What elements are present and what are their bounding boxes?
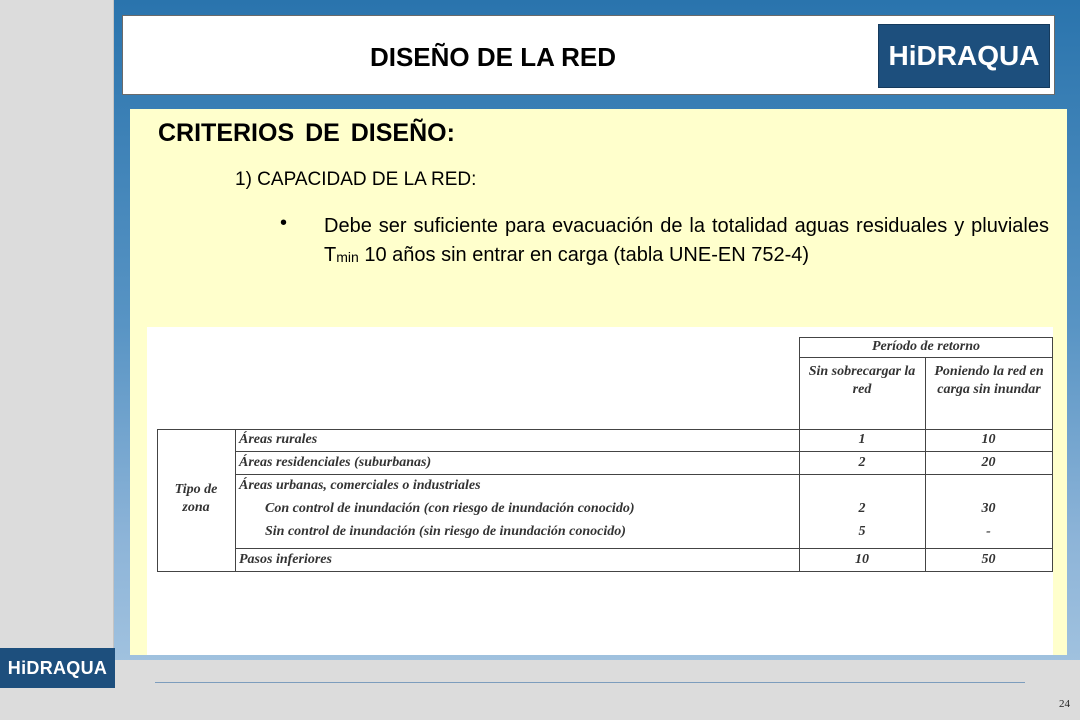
title-box	[122, 15, 1055, 95]
footer-band	[0, 660, 1080, 720]
left-sidebar-strip	[0, 0, 114, 720]
row-label-rural: Áreas rurales	[239, 432, 318, 447]
row-value-underpasses-2: 50	[981, 552, 996, 567]
row-group-label: Tipo de zona	[174, 482, 218, 515]
col-header-2: Poniendo la red en carga sin inundar	[934, 364, 1044, 397]
table-line	[157, 429, 1053, 430]
slide-title: DISEÑO DE LA RED	[369, 42, 617, 72]
group-header: Período de retorno	[871, 339, 981, 354]
section-heading: CRITERIOS DE DISEÑO:	[158, 119, 455, 147]
table-line	[235, 548, 1053, 549]
return-period-table	[147, 327, 1053, 655]
row-value-residential-2: 20	[981, 455, 996, 470]
row-value-with-control-2: 30	[981, 501, 996, 516]
header-logo: HiDRAQUA	[878, 24, 1050, 88]
table-line	[157, 429, 158, 571]
table-line	[235, 451, 1053, 452]
footer-logo: HiDRAQUA	[0, 648, 115, 688]
row-value-rural-1: 1	[858, 432, 866, 447]
bullet-marker: •	[280, 212, 288, 234]
table-line	[235, 474, 1053, 475]
bullet-text-subscript: min	[336, 249, 359, 265]
table-line	[799, 357, 1053, 358]
row-value-without-control-2: -	[986, 524, 991, 539]
col-header-1: Sin sobrecargar la red	[808, 364, 916, 397]
table-grid	[147, 327, 1053, 655]
table-line	[235, 429, 236, 571]
bullet-text-part1: Debe ser suficiente para evacuación de la totalidad aguas residuales y pluviales T	[324, 215, 1049, 266]
row-value-rural-2: 10	[981, 432, 996, 447]
row-label-residential: Áreas residenciales (suburbanas)	[239, 455, 432, 470]
table-line	[1052, 337, 1053, 571]
row-value-underpasses-1: 10	[855, 552, 869, 567]
table-line	[157, 571, 1053, 572]
subheading: 1) CAPACIDAD DE LA RED:	[235, 169, 477, 190]
table-line	[799, 337, 1053, 338]
row-value-with-control-1: 2	[858, 501, 866, 516]
footer-divider	[155, 682, 1025, 683]
bullet-text-part2: 10 años sin entrar en carga (tabla UNE-EN 752-4)	[358, 244, 810, 266]
row-label-urban: Áreas urbanas, comerciales o industriales	[239, 478, 481, 493]
row-label-without-control: Sin control de inundación (sin riesgo de inundación conocido)	[265, 524, 626, 539]
row-value-residential-1: 2	[858, 455, 866, 470]
bullet-text	[324, 212, 1049, 272]
content-panel	[130, 109, 1067, 655]
row-label-underpasses: Pasos inferiores	[239, 552, 332, 567]
page-number: 24	[1059, 698, 1070, 710]
row-label-with-control: Con control de inundación (con riesgo de inundación conocido)	[265, 501, 635, 516]
row-value-without-control-1: 5	[858, 524, 866, 539]
